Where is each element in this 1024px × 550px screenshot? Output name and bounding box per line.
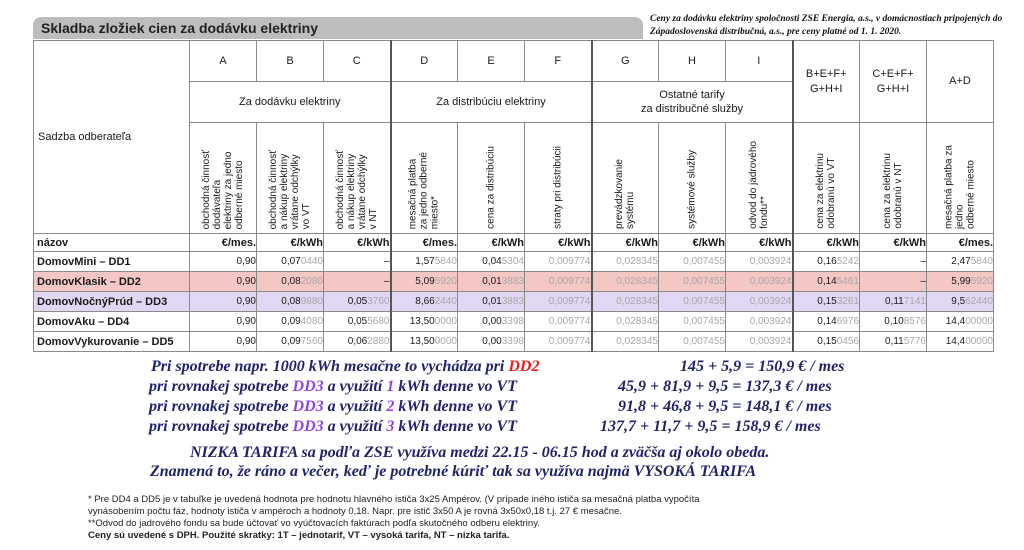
units-row — [34, 234, 994, 252]
row-label-header: Sadzba odberateľa — [34, 41, 190, 234]
subheader-cell: obchodná činnosť a nákup elektriny vrátane odchýlky vo VT — [257, 123, 324, 234]
table-cell: 0,003924 — [726, 332, 793, 352]
subheader-cell: obchodná činnosť a nákup elektriny vrátane odchýlky v NT — [324, 123, 391, 234]
table-row — [34, 292, 994, 312]
table-cell: 0,082080 — [257, 272, 324, 292]
table-cell: 0,013883 — [458, 272, 525, 292]
table-cell: 0,009774 — [525, 332, 592, 352]
col-letter: G — [592, 41, 659, 82]
title-tab — [33, 17, 643, 39]
table-cell: 0,115776 — [860, 332, 927, 352]
table-cell: 0,007455 — [659, 332, 726, 352]
unit-cell: €/kWh — [726, 234, 793, 252]
subheader-cell: odvod do jadrového fondu** — [726, 123, 793, 234]
name-label: názov — [34, 234, 190, 252]
table-cell: 0,097560 — [257, 332, 324, 352]
table-cell: 0,053760 — [324, 292, 391, 312]
subheader-cell: cena za elektrinu odobranú v NT — [860, 123, 927, 234]
page-title: Skladba zložiek cien za dodávku elektriny — [41, 20, 318, 36]
table-cell: 0,003924 — [726, 252, 793, 272]
unit-cell: €/kWh — [525, 234, 592, 252]
table-cell: 0,055680 — [324, 312, 391, 332]
table-cell: 0,003924 — [726, 312, 793, 332]
table-cell: 0,007455 — [659, 292, 726, 312]
table-cell: 0,045304 — [458, 252, 525, 272]
col-letter: F — [525, 41, 592, 82]
table-cell: 0,070440 — [257, 252, 324, 272]
footnote: **Odvod do jadrového fondu sa bude účtovať vo vyúčtovacích faktúrach podľa skutočného odberu elektriny. — [88, 518, 540, 529]
table-cell: 0,145461 — [793, 272, 860, 292]
table-cell: 0,90 — [190, 292, 257, 312]
table-cell: 0,153261 — [793, 292, 860, 312]
col-letter: C — [324, 41, 391, 82]
table-cell: 0,009774 — [525, 312, 592, 332]
table-cell: 0,108576 — [860, 312, 927, 332]
table-cell: 0,089880 — [257, 292, 324, 312]
sum-header-monthly: A+D — [927, 41, 994, 123]
table-cell: 0,009774 — [525, 272, 592, 292]
table-cell: – — [860, 252, 927, 272]
table-cell: 0,003924 — [726, 292, 793, 312]
unit-cell: €/kWh — [793, 234, 860, 252]
table-cell: 14,400000 — [927, 332, 994, 352]
table-cell: 1,575840 — [391, 252, 458, 272]
table-cell: 0,165242 — [793, 252, 860, 272]
unit-cell: €/mes. — [927, 234, 994, 252]
note-line: Znamená to, že ráno a večer, keď je potrebné kúriť tak sa využíva najmä VYSOKÁ TARIFA — [150, 463, 757, 480]
table-cell: 13,500000 — [391, 332, 458, 352]
table-cell: 0,150456 — [793, 332, 860, 352]
table-cell: – — [324, 252, 391, 272]
table-cell: 0,062880 — [324, 332, 391, 352]
table-row — [34, 272, 994, 292]
table-cell: 14,400000 — [927, 312, 994, 332]
unit-cell: €/kWh — [659, 234, 726, 252]
row-name: DomovMini – DD1 — [34, 252, 190, 272]
footnote: * Pre DD4 a DD5 je v tabuľke je uvedená hodnota pre hodnotu hlavného ističa 3x25 Ampérov. (V prípade iného ističa sa mesačná platba vypočíta — [88, 494, 700, 505]
table-cell: – — [324, 272, 391, 292]
sum-header-vt: B+E+F+ G+H+I — [793, 41, 860, 123]
table-row — [34, 332, 994, 352]
table-cell: 0,028345 — [592, 332, 659, 352]
table-cell: 2,475840 — [927, 252, 994, 272]
sum-header-nt: C+E+F+ G+H+I — [860, 41, 927, 123]
table-cell: 0,90 — [190, 312, 257, 332]
group-ostatne: Ostatné tarify za distribučné služby — [592, 82, 793, 123]
table-cell: 8,662440 — [391, 292, 458, 312]
table-cell: 0,90 — [190, 252, 257, 272]
table-cell: 13,500000 — [391, 312, 458, 332]
table-cell: 0,90 — [190, 332, 257, 352]
unit-cell: €/kWh — [592, 234, 659, 252]
unit-cell: €/mes. — [391, 234, 458, 252]
table-cell: 0,013883 — [458, 292, 525, 312]
group-distribucia: Za distribúciu elektriny — [391, 82, 592, 123]
tariff-table — [33, 40, 994, 352]
row-name: DomovNočnýPrúd – DD3 — [34, 292, 190, 312]
col-letter: H — [659, 41, 726, 82]
row-name: DomovAku – DD4 — [34, 312, 190, 332]
table-row — [34, 252, 994, 272]
table-cell: 9,562440 — [927, 292, 994, 312]
subheader-cell: mesačná platba za jedno odberné miesto — [927, 123, 994, 234]
subheader-cell: cena za distribúciu — [458, 123, 525, 234]
table-cell: 0,028345 — [592, 272, 659, 292]
row-name: DomovKlasik – DD2 — [34, 272, 190, 292]
col-letter: A — [190, 41, 257, 82]
table-cell: 0,009774 — [525, 292, 592, 312]
footnote: vynásobením počtu fáz, hodnoty ističa v ampéroch a hodnoty 0,18. Napr. pre istič 3x50 A je rovná 3x50x0,18 t.j. 27 € mesačne. — [88, 506, 622, 517]
table-cell: 0,028345 — [592, 312, 659, 332]
unit-cell: €/kWh — [324, 234, 391, 252]
subheader-cell: cena za elektrinu odobranú vo VT — [793, 123, 860, 234]
table-cell: 0,094080 — [257, 312, 324, 332]
table-cell: 0,009774 — [525, 252, 592, 272]
table-cell: 0,007455 — [659, 252, 726, 272]
subheader-cell: prevádzkovanie systému — [592, 123, 659, 234]
footnote: Ceny sú uvedené s DPH. Použité skratky: 1T – jednotarif, VT – vysoká tarifa, NT – nízka tarifa. — [88, 530, 510, 541]
table-row — [34, 312, 994, 332]
row-name: DomovVykurovanie – DD5 — [34, 332, 190, 352]
col-letter: E — [458, 41, 525, 82]
col-letter: D — [391, 41, 458, 82]
letters-row — [34, 41, 994, 82]
col-letter: I — [726, 41, 793, 82]
subheader-cell: straty pri distribúcii — [525, 123, 592, 234]
table-cell: 0,146976 — [793, 312, 860, 332]
unit-cell: €/kWh — [860, 234, 927, 252]
table-cell: 0,028345 — [592, 252, 659, 272]
subheader-cell: mesačná platba za jedno odberné miesto* — [391, 123, 458, 234]
table-cell: 0,003398 — [458, 332, 525, 352]
table-cell: 0,117141 — [860, 292, 927, 312]
source-note: Ceny za dodávku elektriny spoločnosti ZSE Energia, a.s., v domácnostiach pripojených do Západoslovenská distribučná, a.s., pre ceny platné od 1. 1. 2020. — [650, 14, 1003, 37]
group-dodavka: Za dodávku elektriny — [190, 82, 391, 123]
footnotes — [88, 494, 988, 542]
table-cell: 0,003924 — [726, 272, 793, 292]
table-cell: 0,007455 — [659, 272, 726, 292]
subheader-cell: systémové služby — [659, 123, 726, 234]
unit-cell: €/kWh — [458, 234, 525, 252]
table-cell: – — [860, 272, 927, 292]
unit-cell: €/kWh — [257, 234, 324, 252]
table-cell: 0,028345 — [592, 292, 659, 312]
note-line: NIZKA TARIFA sa podľa ZSE využíva medzi 22.15 - 06.15 hod a zväčša aj okolo obeda. — [190, 444, 770, 461]
subheader-cell: obchodná činnosť dodávateľa elektriny za jedno odberné miesto — [190, 123, 257, 234]
table-cell: 0,007455 — [659, 312, 726, 332]
col-letter: B — [257, 41, 324, 82]
table-cell: 0,90 — [190, 272, 257, 292]
table-cell: 0,003398 — [458, 312, 525, 332]
table-cell: 5,095920 — [391, 272, 458, 292]
table-cell: 5,995920 — [927, 272, 994, 292]
unit-cell: €/mes. — [190, 234, 257, 252]
